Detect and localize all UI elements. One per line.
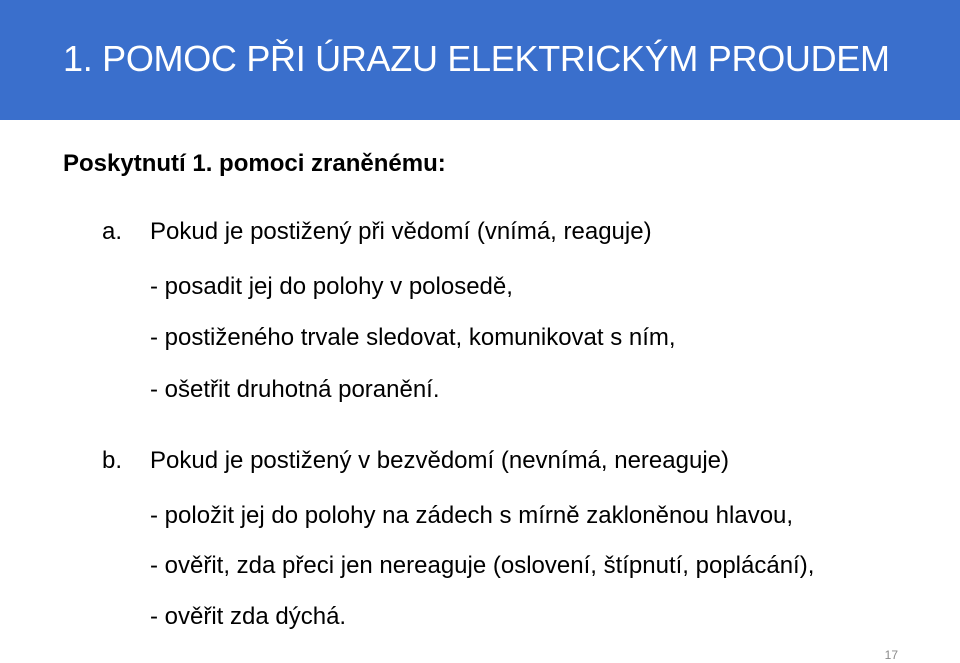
- list-item: - položit jej do polohy na zádech s mírně zakloněnou hlavou,: [150, 502, 794, 529]
- section-marker: b.: [102, 447, 123, 474]
- list-item: - ověřit, zda přeci jen nereaguje (oslovení, štípnutí, poplácání),: [150, 552, 815, 579]
- slide-subtitle: Poskytnutí 1. pomoci zraněnému:: [63, 150, 446, 177]
- list-item: - ošetřit druhotná poranění.: [150, 376, 440, 403]
- section-heading: Pokud je postižený při vědomí (vnímá, reaguje): [150, 218, 652, 245]
- slide-title: 1. POMOC PŘI ÚRAZU ELEKTRICKÝM PROUDEM: [63, 38, 890, 79]
- title-bar: [0, 0, 960, 120]
- page-number: 17: [884, 648, 898, 662]
- list-item: - postiženého trvale sledovat, komunikovat s ním,: [150, 324, 676, 351]
- section-heading: Pokud je postižený v bezvědomí (nevnímá, nereaguje): [150, 447, 729, 474]
- list-item: - posadit jej do polohy v polosedě,: [150, 273, 513, 300]
- list-item: - ověřit zda dýchá.: [150, 603, 347, 630]
- section-marker: a.: [102, 218, 123, 245]
